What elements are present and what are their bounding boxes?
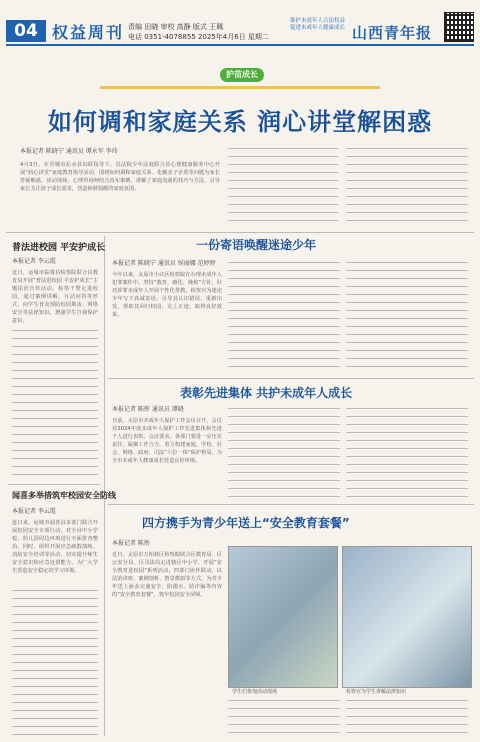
- caption-lecture: 检察官为学生讲解法律知识: [346, 689, 407, 695]
- main-body: 4月3日，在晋城市沁水县妇联指导下，县法院少年法庭联合县心理健康服务中心开展“润心讲堂”家庭教育指导活动，围绕如何调和家庭关系、化解亲子矛盾等问题为家长答疑解惑。活动现场，心理咨询师结合真实案例，讲解了家庭沟通的技巧与方法，引导家长关注孩子成长需求，营造和谐温暖的家庭氛围。: [20, 162, 220, 192]
- article-title-letter: 一份寄语唤醒迷途少年: [196, 238, 317, 252]
- column-divider: [104, 236, 105, 736]
- article-letter: [112, 258, 222, 319]
- text-praise-col3: [346, 408, 468, 500]
- byline-safety: 本报记者 陈彤: [112, 540, 150, 547]
- article-campus-safety: [12, 506, 98, 575]
- mid-divider: [108, 378, 474, 379]
- masthead-logo: 山西青年报: [352, 24, 433, 42]
- article-title-campus-safety: 闻喜多举措筑牢校园安全防线: [12, 491, 116, 500]
- slogan: 维护未成年人合法权益 促进未成年人健康成长: [290, 18, 346, 31]
- main-article-left: [20, 146, 220, 193]
- page-header: [0, 0, 480, 44]
- page-number: 04: [6, 20, 46, 42]
- article-title-safety-package: 四方携手为青少年送上“安全教育套餐”: [142, 516, 350, 530]
- text-letter-col3: [346, 262, 468, 372]
- text-campus-safety-more: [12, 590, 98, 736]
- banner-label: 护苗成长: [220, 68, 264, 82]
- article-praise: [112, 404, 222, 465]
- section-banner: [100, 58, 380, 96]
- body-praise: 日前，太原市未成年人保护工作会议召开，会议对2024年度未成年人保护工作先进集体和先进个人进行表彰。会议要求，各部门要进一步压实责任，凝聚工作合力，着力构建家庭、学校、社会、网络、政府、司法“六位一体”保护格局，为全市未成年人健康成长营造良好环境。: [112, 418, 222, 464]
- text-safety-col3: [346, 700, 468, 736]
- text-praise-col2: [228, 408, 340, 500]
- byline-praise: 本报记者 陈彤 通讯员 谭晓: [112, 406, 184, 413]
- article-title-praise: 表彰先进集体 共护未成年人成长: [180, 386, 353, 400]
- byline-campus-safety: 本报记者 李云霞: [12, 508, 56, 515]
- article-title-school-law: 普法进校园 平安护成长: [12, 243, 106, 253]
- byline-letter: 本报记者 陈晓宁 通讯员 侯丽娜 范婷婷: [112, 260, 216, 267]
- banner-bar: [100, 86, 380, 89]
- article-school-law: [12, 256, 98, 325]
- main-headline: 如何调和家庭关系 润心讲堂解困惑: [47, 108, 433, 136]
- qr-code-icon: [444, 12, 474, 42]
- photo-lecture: [342, 546, 472, 688]
- section-divider: [6, 232, 474, 233]
- text-safety-col2: [228, 700, 340, 736]
- text-letter-col2: [228, 262, 340, 372]
- editor-info: 责编 田晓 审校 高静 版式 王珮: [128, 23, 224, 31]
- text-school-law-more: [12, 330, 98, 480]
- body-campus-safety: 连日来，运城市闻喜县多部门联合开展校园安全专项行动，对全县中小学校、幼儿园周边环境进行全面排查整治。同时，组织开展应急疏散演练、消防安全培训等活动，切实提升师生安全意识和应急处置能力，为广大学生营造安全稳定的学习环境。: [12, 520, 98, 574]
- main-text-col3: [346, 148, 468, 228]
- body-letter: 今年以来，太原市小店区检察院在办理未成年人犯罪案件中，坚持“教育、感化、挽救”方针，针对涉罪未成年人开展个性化帮教。检察官为迷途少年写下真诚寄语，引导其认识错误、重新出发，帮助其回归校园、走上正途，取得良好效果。: [112, 272, 222, 318]
- body-safety: 近日，太原市万柏林区检察院联合区教育局、区公安分局、区司法局走进辖区中小学，开展“安全教育进校园”系列活动。四部门协作联动，以法治讲座、案例剖析、情景模拟等方式，为青少年送上涵盖交通安全、防溺水、防诈骗等内容的“安全教育套餐”，筑牢校园安全屏障。: [112, 552, 222, 598]
- body-school-law: 近日，运城市临猗县检察院联合县教育局开展“普法进校园 平安护成长”主题法治宣传活动。检察干警走进校园，通过案例讲解、互动问答等形式，向学生普及预防校园欺凌、网络安全等法律知识，增强学生自我保护意识。: [12, 270, 98, 324]
- caption-students: 学生们参加活动现场: [232, 689, 278, 695]
- lower-divider: [108, 504, 474, 505]
- header-rule: [6, 44, 474, 46]
- main-text-col2: [228, 148, 338, 228]
- column-name: 权益周刊: [52, 23, 125, 42]
- byline-school-law: 本报记者 李云霞: [12, 258, 56, 265]
- article-safety-package: [112, 538, 222, 599]
- left-divider: [8, 484, 100, 485]
- photo-students: [228, 546, 338, 688]
- date-info: 电话 0351-4078855 2025年4月6日 星期二: [128, 33, 269, 41]
- main-byline: 本报记者 陈晓宁 通讯员 谭永军 李玮: [20, 148, 118, 155]
